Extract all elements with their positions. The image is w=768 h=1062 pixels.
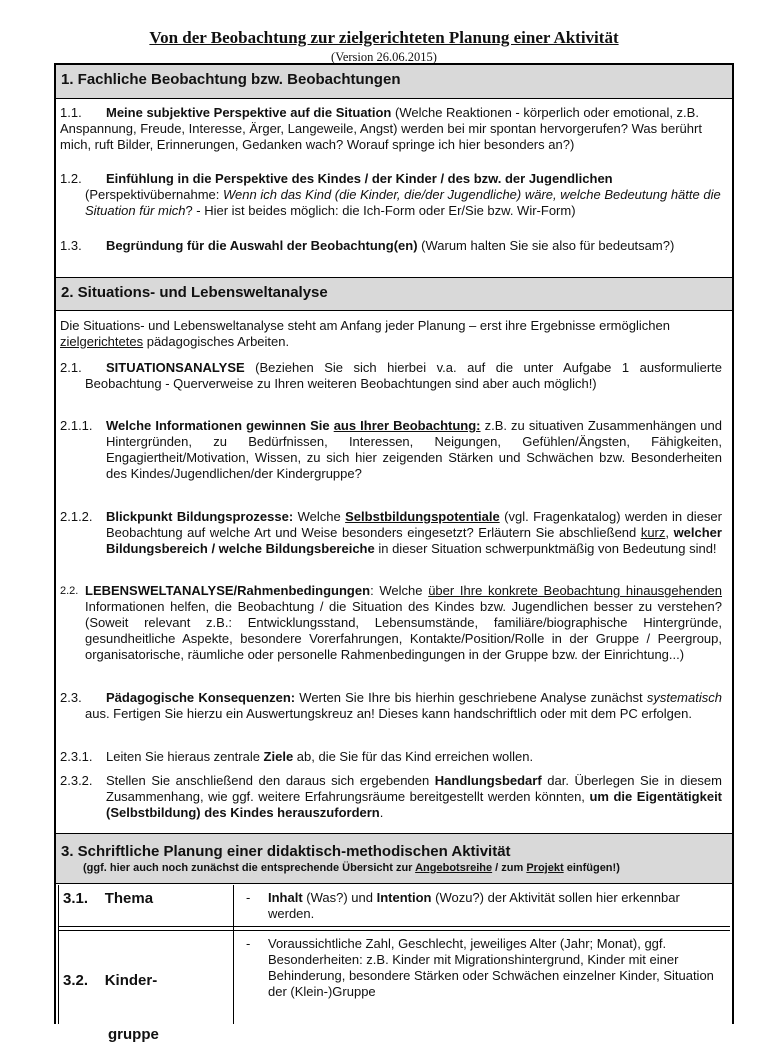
item-2-3-1 <box>60 749 722 765</box>
row-label-line: 3.2. Kinder- <box>63 972 158 989</box>
item-heading: SITUATIONSANALYSE <box>106 360 245 375</box>
item-italic-text: systematisch <box>646 690 722 705</box>
row-label-thema: 3.1. Thema <box>63 890 154 907</box>
item-number: 2.2. <box>60 585 79 597</box>
item-heading-underlined: aus Ihrer Beobachtung: <box>333 418 481 433</box>
row-emphasis: Inhalt <box>268 890 303 905</box>
item-1-2 <box>60 171 722 219</box>
item-text: : Welche <box>370 583 429 598</box>
intro-text: Die Situations- und Lebensweltanalyse steht am Anfang jeder Planung – erst ihre Ergebnisse ermöglichen <box>60 318 670 333</box>
item-number: 1.2. <box>60 171 82 186</box>
item-underlined: kurz <box>640 525 666 540</box>
item-number: 2.3.1. <box>60 749 93 764</box>
item-text: (Welche Reaktionen - körperlich oder emotional, z.B. Anspannung, Freude, Interesse, Ärger, Langeweile, Angst) werden bei mir spontan hervorgerufen? Was berührt mich, ruft Bilder, Erinnerungen, Gedanken wach? Worauf springe ich hier besonders an?) <box>60 105 702 152</box>
item-text: ? - Hier ist beides möglich: die Ich-Form oder Er/Sie bzw. Wir-Form) <box>185 203 576 218</box>
item-heading: Blickpunkt Bildungsprozesse: <box>106 509 294 524</box>
item-number: 2.1.1. <box>60 418 93 433</box>
row-text-kindergruppe: Voraussichtliche Zahl, Geschlecht, jeweiliges Alter (Jahr; Monat), ggf. Besonderheiten: z.B. Kinder mit Migrationshintergrund, Kinder mit einer Behinderung, besondere Stärken oder Schwächen einzelner Kinder, Situation der (Klein-)Gruppe <box>268 936 714 999</box>
section-3-title: 3. Schriftliche Planung einer didaktisch-methodischen Aktivität <box>61 843 511 860</box>
section-3-subtitle <box>83 862 732 874</box>
item-1-3 <box>60 238 722 254</box>
section-2-heading: 2. Situations- und Lebensweltanalyse <box>56 278 732 311</box>
item-text: (Warum halten Sie sie also für bedeutsam?) <box>417 238 675 253</box>
subtitle-text: (ggf. hier auch noch zunächst die entsprechende Übersicht zur <box>83 862 416 874</box>
section-2-intro <box>60 318 722 350</box>
item-2-1-2 <box>60 509 722 557</box>
table-left-border <box>58 885 59 1024</box>
row-text: (Wozu?) der Aktivität sollen hier erkennbar werden. <box>268 890 680 921</box>
item-text: Stellen Sie anschließend den daraus sich ergebenden <box>106 773 435 788</box>
item-heading: Meine subjektive Perspektive auf die Situation <box>106 105 392 120</box>
section-3-heading <box>56 834 732 884</box>
item-italic-text: Wenn ich das Kind (die Kinder, die/der Jugendliche) wäre, welche Bedeutung hätte die Situation für mich <box>85 187 721 218</box>
item-number: 1.1. <box>60 105 82 120</box>
bullet-dash: - <box>246 936 251 951</box>
subtitle-text: / zum <box>492 862 527 874</box>
item-text: . <box>379 805 384 820</box>
item-text: Werten Sie Ihre bis hierhin geschriebene Analyse zunächst <box>295 690 647 705</box>
item-number: 2.3. <box>60 690 82 705</box>
item-text: aus. Fertigen Sie hierzu ein Auswertungskreuz an! Dieses kann handschriftlich oder mit dem PC erfolgen. <box>85 706 692 721</box>
item-emphasis: Ziele <box>263 749 294 764</box>
item-underlined: über Ihre konkrete Beobachtung hinausgehenden <box>428 583 723 598</box>
item-emphasis: Handlungsbedarf <box>434 773 542 788</box>
row-label-line: gruppe <box>108 1026 159 1043</box>
row-label-kindergruppe <box>63 936 159 1062</box>
item-number: 2.1.2. <box>60 509 93 524</box>
item-text: z.B. zu situativen Zusammenhängen und Hintergründen, zu Bedürfnissen, Interessen, Neigungen, Gefühlen/Ängsten, Fähigkeiten, Engagiertheit/Motivation, Wissen, zu sich hier zeigenden Stärken und Schwächen bzw. Besonderheiten des Kindes/Jugendlichen/der Kindergruppe? <box>106 418 722 481</box>
section-1-heading: 1. Fachliche Beobachtung bzw. Beobachtungen <box>56 65 732 99</box>
item-2-1-1 <box>60 418 722 482</box>
table-row-divider <box>58 930 730 931</box>
subtitle-link-angebotsreihe: Angebotsreihe <box>415 862 493 874</box>
item-text: Welche <box>293 509 346 524</box>
item-heading: LEBENSWELTANALYSE/Rahmenbedingungen <box>85 583 371 598</box>
item-text: (vgl. Fragenkatalog) werden in dieser Beobachtung auf welche Art und Weise besonders eingesetzt? Erläutern Sie abschließend <box>106 509 722 540</box>
bullet-dash: - <box>246 890 251 905</box>
item-emphasis: welcher Bildungsbereich / welche Bildungsbereiche <box>106 525 722 556</box>
item-text: (Perspektivübernahme: <box>85 187 224 202</box>
item-text: , <box>665 525 674 540</box>
item-number: 1.3. <box>60 238 82 253</box>
table-row-divider <box>58 926 730 927</box>
row-emphasis: Intention <box>376 890 432 905</box>
item-heading: Welche Informationen gewinnen Sie <box>106 418 334 433</box>
item-2-3-2 <box>60 773 722 821</box>
item-emphasis: um die Eigentätigkeit (Selbstbildung) des Kindes herauszufordern <box>106 789 723 820</box>
item-text: dar. Überlegen Sie in diesem Zusammenhang, wie ggf. weitere Erfahrungsräume bereitgestellt werden könnten, <box>106 773 722 804</box>
item-text: ab, die Sie für das Kind erreichen wollen. <box>293 749 534 764</box>
item-text: Informationen helfen, die Beobachtung / die Situation des Kindes bzw. Jugendlichen besser zu verstehen? (Soweit relevant z.B.: Entwicklungsstand, Lebensumstände, familiäre/biographische Hintergründe, gesundheitliche Aspekte, besondere Vorerfahrungen, Kontakte/Position/Rolle in der Gruppe / Peergroup, organisatorische, räumliche oder personelle Rahmenbedingungen in der Gruppe bzw. der Einrichtung...) <box>85 599 722 662</box>
item-text: (Beziehen Sie sich hierbei v.a. auf die unter Aufgabe 1 ausformulierte Beobachtung - Querverweise zu Ihren weiteren Beobachtungen sind aber auch möglich!) <box>85 360 722 391</box>
item-2-1 <box>60 360 722 392</box>
item-keyword: Selbstbildungspotentiale <box>345 509 500 524</box>
item-2-3 <box>60 690 722 722</box>
item-number: 2.1. <box>60 360 82 375</box>
item-text: Leiten Sie hieraus zentrale <box>106 749 264 764</box>
row-text-thema <box>268 890 720 922</box>
subtitle-text: einfügen!) <box>563 862 620 874</box>
item-heading: Pädagogische Konsequenzen: <box>106 690 296 705</box>
intro-underlined: zielgerichtetes <box>60 334 144 349</box>
item-1-1 <box>60 105 722 153</box>
intro-text: pädagogisches Arbeiten. <box>143 334 290 349</box>
table-column-divider <box>233 885 234 1024</box>
subtitle-link-projekt: Projekt <box>526 862 564 874</box>
item-2-2 <box>60 583 722 663</box>
item-heading: Einfühlung in die Perspektive des Kindes / der Kinder / des bzw. der Jugendlichen <box>106 171 613 186</box>
item-number: 2.3.2. <box>60 773 93 788</box>
row-text: (Was?) und <box>302 890 377 905</box>
item-text: in dieser Situation schwerpunktmäßig von Bedeutung sind! <box>374 541 717 556</box>
version-note: (Version 26.06.2015) <box>331 50 437 64</box>
item-heading: Begründung für die Auswahl der Beobachtung(en) <box>106 238 418 253</box>
document-title: Von der Beobachtung zur zielgerichteten Planung einer Aktivität <box>149 28 619 47</box>
